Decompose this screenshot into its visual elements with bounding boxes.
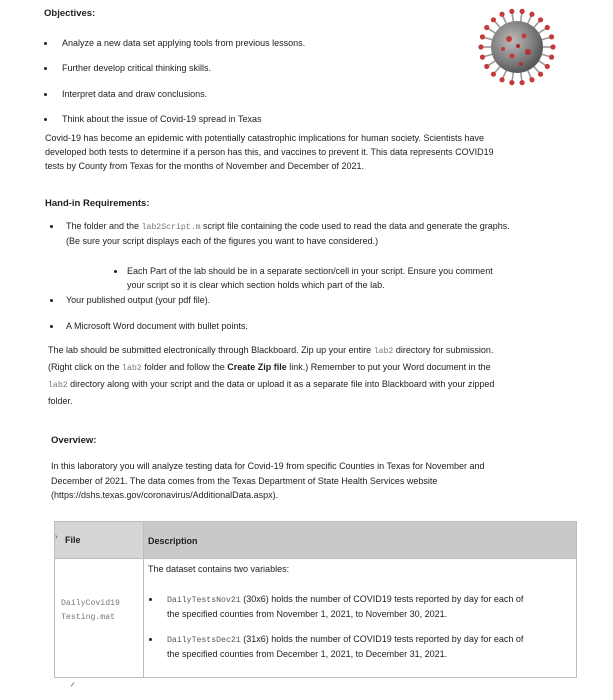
data-filename-line: Testing.mat — [61, 613, 116, 622]
handin-item-word: A Microsoft Word document with bullet points. — [66, 321, 248, 331]
objective-item: Interpret data and draw conclusions. — [62, 89, 208, 99]
virus-spike-tip — [509, 80, 514, 85]
coronavirus-image — [476, 6, 558, 88]
handin-item-script-line2: (Be sure your script displays each of the figures you want to have considered.) — [66, 236, 379, 246]
data-file-table — [54, 521, 577, 678]
text: (Right click on the — [48, 362, 123, 372]
virus-spike-tip — [484, 25, 489, 30]
submission-line — [48, 377, 494, 393]
virus-spike-tip — [538, 17, 543, 22]
virus-spike-tip — [509, 9, 514, 14]
objectives-paragraph-line: developed both tests to determine if a person has this, and vaccines to prevent it. This data represents COVID19 — [45, 147, 494, 157]
bullet — [44, 118, 47, 121]
overview-heading: Overview: — [51, 435, 97, 446]
virus-spike-tip — [480, 55, 485, 60]
virus-spike-tip — [549, 55, 554, 60]
virus-spike-tip — [550, 44, 555, 49]
table-header-description: Description — [148, 536, 198, 546]
virus-spike-tip — [499, 77, 504, 82]
chevron-right-icon: › — [55, 532, 58, 541]
variable-name: DailyTestsDec21 — [167, 636, 241, 645]
handin-text: script file containing the code used to read the data and generate the graphs. — [200, 221, 510, 231]
virus-spike-tip — [545, 64, 550, 69]
objective-item: Further develop critical thinking skills. — [62, 63, 212, 73]
bullet — [50, 325, 53, 328]
virus-spike-tip — [549, 34, 554, 39]
handin-subitem-line: your script so it is clear which section holds which part of the lab. — [127, 280, 385, 290]
variable-nov-line — [167, 592, 523, 608]
submission-line — [48, 360, 491, 376]
virus-spike-tip — [478, 44, 483, 49]
row-divider — [55, 558, 576, 559]
submission-line: folder. — [48, 396, 73, 406]
column-divider — [143, 522, 144, 677]
virus-spike-tip — [529, 77, 534, 82]
handin-subitem-line: Each Part of the lab should be in a separate section/cell in your script. Ensure you comment — [127, 266, 493, 276]
bullet — [44, 93, 47, 96]
submission-line — [48, 343, 493, 359]
virus-spike-tip — [491, 72, 496, 77]
overview-line: December of 2021. The data comes from the Texas Department of State Health Services website — [51, 476, 438, 486]
virus-spike-tip — [499, 12, 504, 17]
virus-spike-tip — [484, 64, 489, 69]
text: folder and follow the — [141, 362, 228, 372]
bullet — [50, 225, 53, 228]
handin-item-output: Your published output (your pdf file). — [66, 295, 211, 305]
bullet — [149, 598, 152, 601]
variable-dec-line — [167, 632, 523, 648]
objectives-paragraph-line: tests by County from Texas for the months of November and December of 2021. — [45, 161, 364, 171]
bullet — [114, 270, 117, 273]
bullet — [50, 299, 53, 302]
virus-spike-tip — [491, 17, 496, 22]
virus-spike-tip — [480, 34, 485, 39]
text: The lab should be submitted electronically through Blackboard. Zip up your entire — [48, 345, 374, 355]
script-filename: lab2Script.m — [141, 223, 201, 232]
virus-spike-tip — [520, 9, 525, 14]
virus-spike-tip — [538, 72, 543, 77]
objectives-heading: Objectives: — [44, 8, 96, 19]
table-header-file: File — [65, 535, 81, 545]
virus-spike-tip — [529, 12, 534, 17]
variable-nov-line2: the specified counties from November 1, 2021, to November 30, 2021. — [167, 609, 448, 619]
variable-name: DailyTestsNov21 — [167, 596, 241, 605]
code-text: lab2 — [48, 381, 68, 390]
text: (30x6) holds the number of COVID19 tests reported by day for each of — [240, 594, 524, 604]
data-filename-line: DailyCovid19 — [61, 599, 120, 608]
bullet — [44, 67, 47, 70]
text: link.) Remember to put your Word document in the — [286, 362, 491, 372]
text: (31x6) holds the number of COVID19 tests reported by day for each of — [240, 634, 524, 644]
bold-text: Create Zip file — [227, 362, 287, 372]
virus-spike-tip — [520, 80, 525, 85]
overview-line: In this laboratory you will analyze testing data for Covid-19 from specific Counties in Texas for November and — [51, 461, 485, 471]
handin-text: The folder and the — [66, 221, 142, 231]
dataset-intro: The dataset contains two variables: — [148, 564, 290, 574]
objective-item: Analyze a new data set applying tools from previous lessons. — [62, 38, 306, 48]
code-text: lab2 — [373, 347, 394, 356]
text: directory for submission. — [393, 345, 494, 355]
text: directory along with your script and the data or upload it as a separate file into Blackboard with your zipped — [67, 379, 495, 389]
overview-url-line: (https://dshs.texas.gov/coronavirus/AdditionalData.aspx). — [51, 490, 279, 500]
code-text: lab2 — [122, 364, 142, 373]
bullet — [44, 42, 47, 45]
handin-item-script — [66, 219, 510, 235]
virus-spike-tip — [545, 25, 550, 30]
stray-mark — [71, 682, 75, 686]
objectives-paragraph-line: Covid-19 has become an epidemic with potentially catastrophic implications for human society. Scientists have — [45, 133, 485, 143]
variable-dec-line2: the specified counties from December 1, 2021, to December 31, 2021. — [167, 649, 448, 659]
handin-heading: Hand-in Requirements: — [45, 198, 150, 209]
objective-item: Think about the issue of Covid-19 spread in Texas — [62, 114, 262, 124]
bullet — [149, 638, 152, 641]
